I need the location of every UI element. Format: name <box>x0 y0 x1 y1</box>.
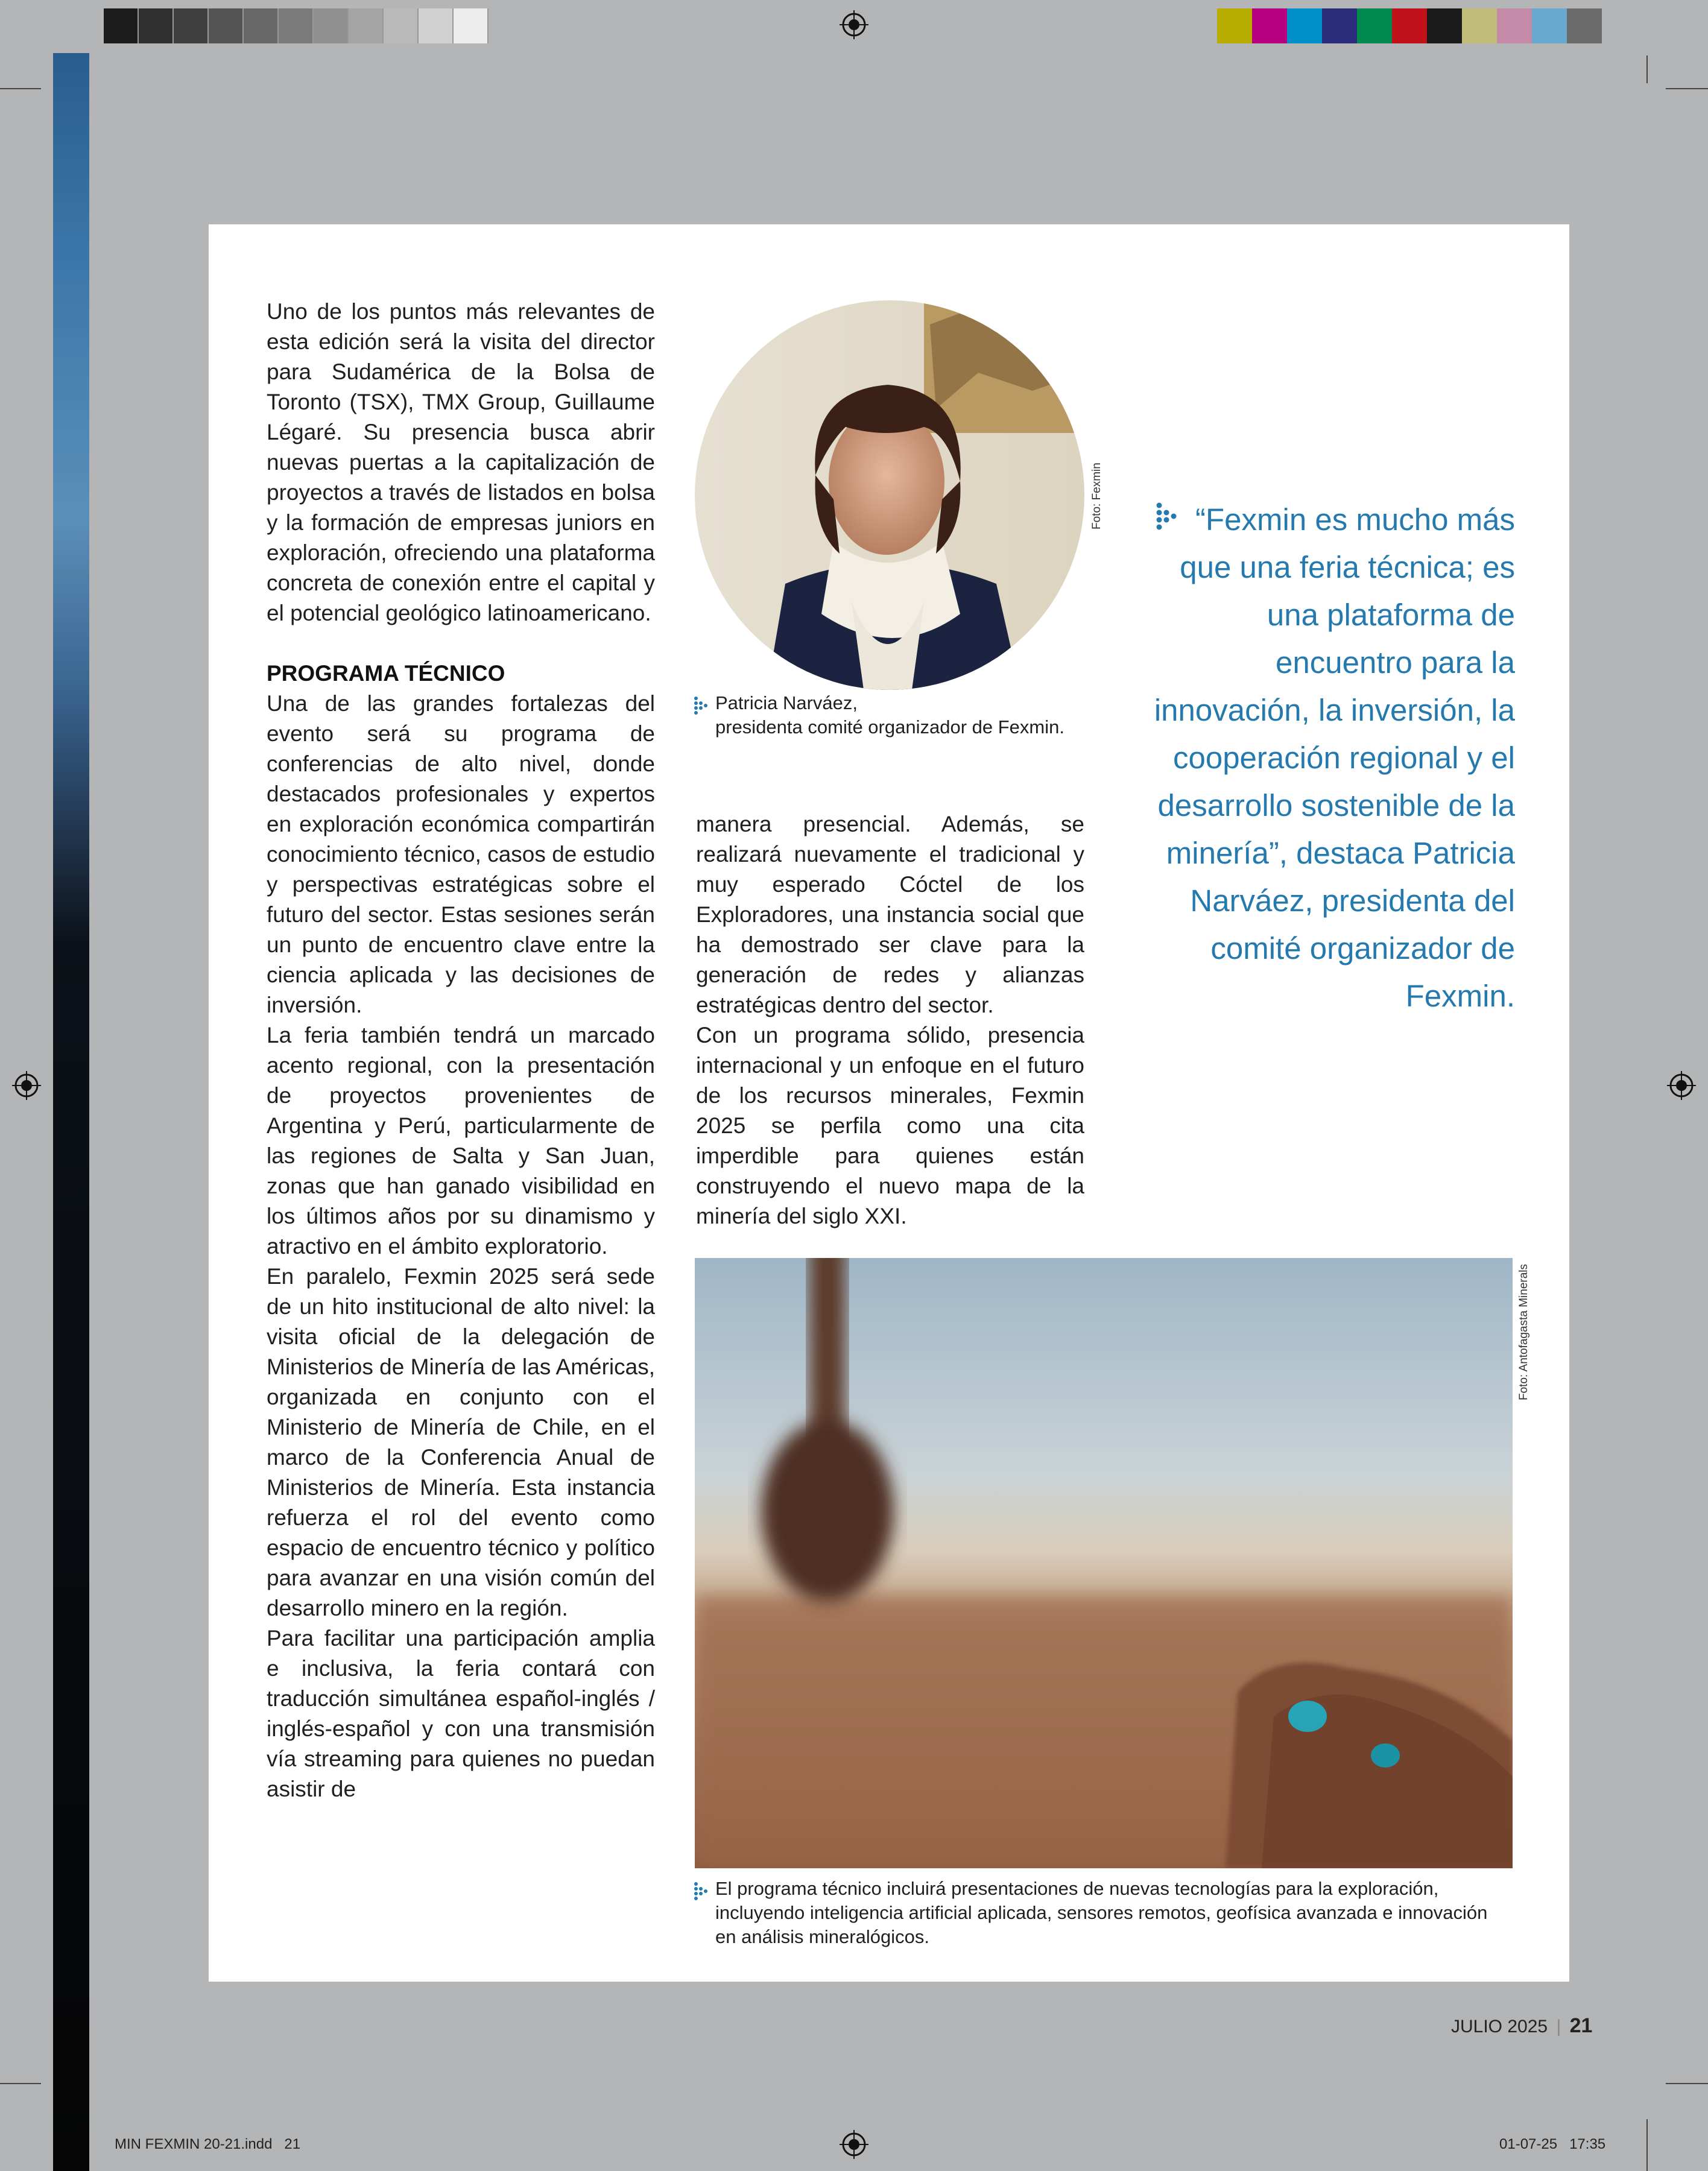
process-swatch <box>1392 8 1427 43</box>
spread-edge-strip <box>53 53 89 2171</box>
gray-swatch <box>174 8 209 43</box>
caption-line: en análisis mineralógicos. <box>715 1926 929 1947</box>
gray-swatch <box>279 8 314 43</box>
issue-date: JULIO 2025 <box>1451 2017 1548 2037</box>
gray-swatch <box>209 8 244 43</box>
gray-swatch <box>419 8 454 43</box>
middle-text-column <box>696 809 1084 1231</box>
gray-swatch <box>349 8 384 43</box>
caption-line: incluyendo inteligencia artificial aplicada, sensores remotos, geofísica avanzada e innovación <box>715 1902 1488 1923</box>
portrait-caption <box>715 691 1101 739</box>
registration-mark-icon <box>840 10 868 39</box>
folio-separator: | <box>1556 2017 1561 2037</box>
crop-mark <box>1666 2083 1708 2084</box>
caption-line: presidenta comité organizador de Fexmin. <box>715 716 1064 738</box>
caption-bullet-icon <box>694 696 708 718</box>
slug-datetime: 01-07-25 17:35 <box>1499 2136 1606 2152</box>
spacer <box>267 628 655 659</box>
gray-swatch <box>314 8 349 43</box>
process-swatch <box>1217 8 1252 43</box>
body-paragraph: Uno de los puntos más relevantes de esta edición será la visita del director para Sudamérica de la Bolsa de Toronto (TSX), TMX Group, Guillaume Légaré. Su presencia busca abrir nuevas puertas a la capitalización de proyectos a través de listados en bolsa y la formación de empresas juniors en exploración, ofreciendo una plataforma concreta de conexión entre el capital y el potencial geológico latinoamericano. <box>267 299 655 625</box>
process-swatch <box>1427 8 1462 43</box>
process-swatch <box>1357 8 1392 43</box>
registration-mark-icon <box>12 1071 41 1100</box>
subheading: PROGRAMA TÉCNICO <box>267 661 505 686</box>
crop-mark <box>0 88 41 89</box>
process-swatch <box>1497 8 1532 43</box>
process-swatch <box>1252 8 1287 43</box>
gray-swatch <box>104 8 139 43</box>
body-paragraph: manera presencial. Además, se realizará nuevamente el tradicional y muy esperado Cóctel de los Exploradores, una instancia social que ha demostrado ser clave para la generación de redes y alianzas estratégicas dentro del sector. <box>696 812 1084 1017</box>
body-paragraph: La feria también tendrá un marcado acento regional, con la presentación de proyectos provenientes de Argentina y Perú, particularmente de las regiones de Salta y San Juan, zonas que han ganado visibilidad en los últimos años por su dinamismo y atractivo en el ámbito exploratorio. <box>267 1023 655 1259</box>
caption-line: Patricia Narváez, <box>715 692 858 713</box>
body-paragraph: En paralelo, Fexmin 2025 será sede de un hito institucional de alto nivel: la visita oficial de la delegación de Ministerios de Minería de las Américas, organizada en conjunto con el Ministerio de Minería de Chile, en el marco de la Conferencia Anual de Ministerios de Minería. Esta instancia refuerza el rol del evento como espacio de encuentro técnico y político para avanzar en una visión común del desarrollo minero en la región. <box>267 1264 655 1620</box>
process-swatch <box>1532 8 1567 43</box>
left-text-column <box>267 297 655 1804</box>
registration-mark-icon <box>1667 1071 1696 1100</box>
process-swatch <box>1287 8 1322 43</box>
body-paragraph: Una de las grandes fortalezas del evento será su programa de conferencias de alto nivel, donde destacados profesionales y expertos en exploración económica compartirán conocimiento técnico, casos de estudio y perspectivas estratégicas sobre el futuro del sector. Estas sesiones serán un punto de encuentro clave entre la ciencia aplicada y las decisiones de inversión. <box>267 691 655 1017</box>
pull-quote: “Fexmin es mucho más que una feria técnica; es una plataforma de encuentro para la innovación, la inversión, la cooperación regional y el desarrollo sostenible de la minería”, destaca Patricia Narváez, presidenta del comité organizador de Fexmin. <box>1154 502 1515 1013</box>
folio <box>1451 2014 1592 2038</box>
gray-swatch <box>384 8 419 43</box>
slug-filename: MIN FEXMIN 20-21.indd 21 <box>115 2136 301 2152</box>
exploration-photo <box>695 1258 1513 1868</box>
photo-credit: Foto: Antofagasta Minerals <box>1517 1263 1530 1400</box>
crop-mark <box>0 2083 41 2084</box>
gray-swatch <box>454 8 489 43</box>
crop-mark <box>1666 88 1708 89</box>
body-paragraph: Para facilitar una participación amplia e inclusiva, la feria contará con traducción simultánea español-inglés / inglés-español y con una transmisión vía streaming para quienes no puedan asistir de <box>267 1626 655 1801</box>
caption-bullet-icon <box>694 1882 708 1903</box>
photo-credit: Foto: Fexmin <box>1090 463 1103 529</box>
page-number: 21 <box>1569 2014 1593 2037</box>
gray-swatch <box>139 8 174 43</box>
body-paragraph: Con un programa sólido, presencia internacional y un enfoque en el futuro de los recursos minerales, Fexmin 2025 se perfila como una cita imperdible para quienes están construyendo el nuevo mapa de la minería del siglo XXI. <box>696 1023 1084 1228</box>
photo-caption <box>715 1877 1523 1949</box>
process-swatch <box>1567 8 1602 43</box>
gray-swatch <box>244 8 279 43</box>
crop-mark <box>1646 55 1648 83</box>
process-swatch <box>1322 8 1357 43</box>
registration-mark-icon <box>840 2130 868 2159</box>
process-swatch <box>1462 8 1497 43</box>
portrait-photo <box>695 300 1084 690</box>
caption-line: El programa técnico incluirá presentaciones de nuevas tecnologías para la exploración, <box>715 1878 1439 1899</box>
crop-mark <box>1646 2119 1648 2171</box>
